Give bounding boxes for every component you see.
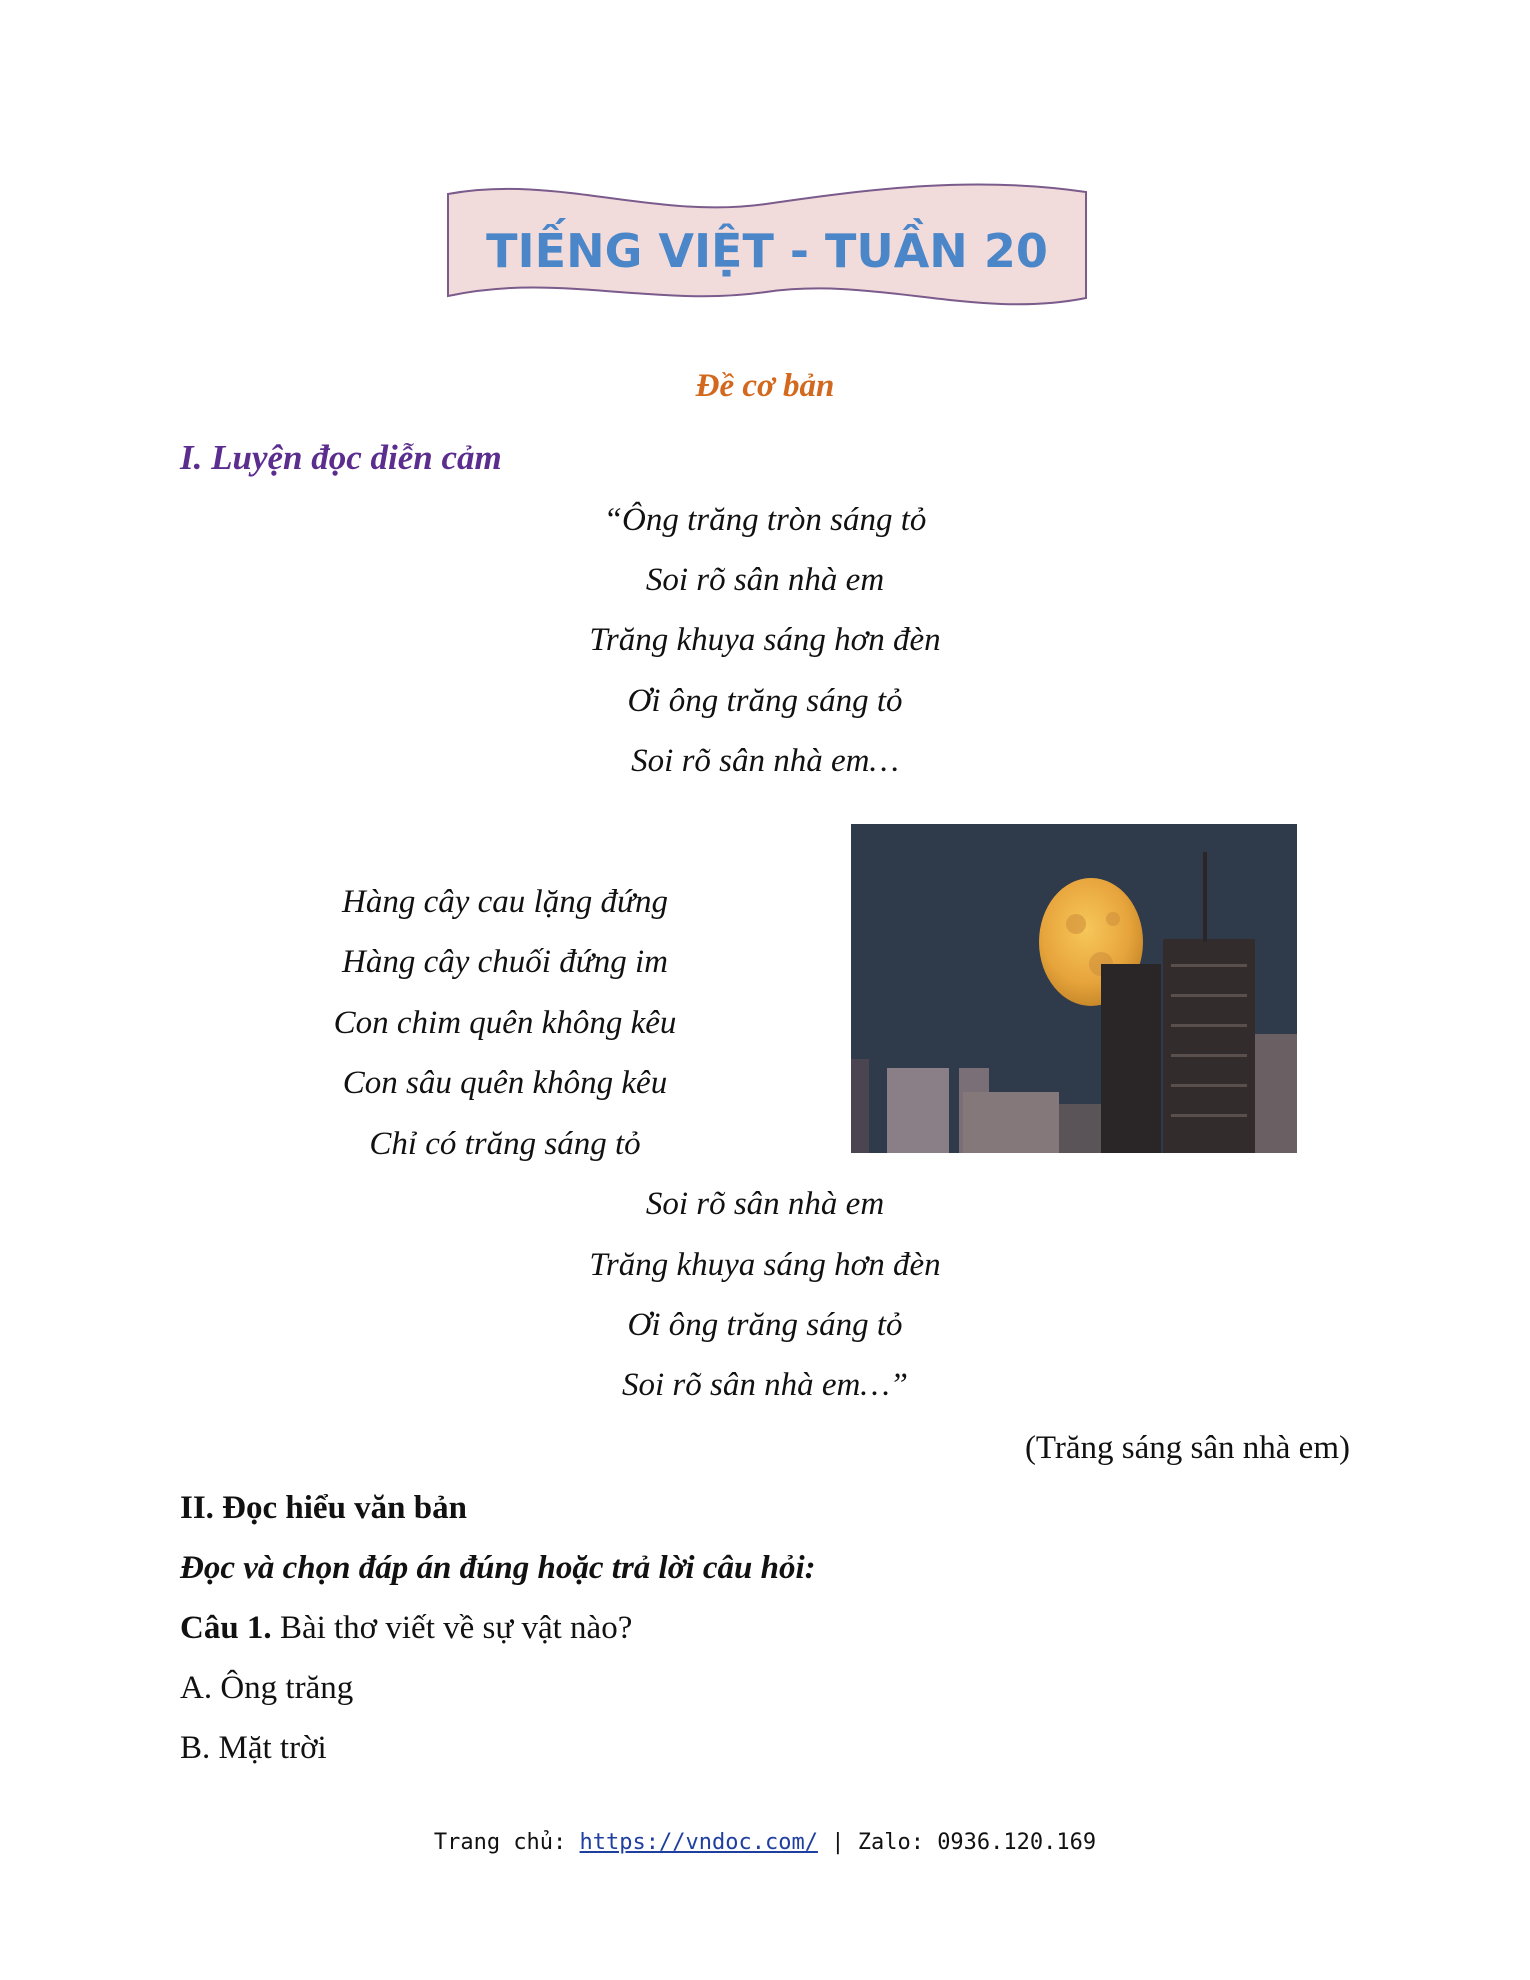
poem-line: Con chim quên không kêu — [333, 1005, 677, 1041]
title-banner — [446, 180, 1088, 318]
poem-line: Soi rõ sân nhà em — [645, 562, 885, 598]
question-text: Bài thơ viết về sự vật nào? — [271, 1610, 633, 1646]
poem-line: Ơi ông trăng sáng tỏ — [627, 1307, 903, 1343]
section-2-heading: II. Đọc hiểu văn bản — [180, 1490, 467, 1526]
footer-zalo: Zalo: 0936.120.169 — [857, 1830, 1097, 1855]
poem-line: Chỉ có trăng sáng tỏ — [369, 1126, 641, 1162]
poem-line: Soi rõ sân nhà em… — [631, 743, 899, 779]
poem-line: Trăng khuya sáng hơn đèn — [589, 622, 941, 658]
answer-option-a: A. Ông trăng — [180, 1670, 354, 1706]
footer-prefix: Trang chủ: — [433, 1830, 580, 1855]
question-1 — [180, 1610, 632, 1647]
poem-line: Soi rõ sân nhà em…” — [621, 1367, 909, 1403]
poem-line: “Ông trăng tròn sáng tỏ — [603, 502, 927, 538]
instruction: Đọc và chọn đáp án đúng hoặc trả lời câu hỏi: — [180, 1550, 816, 1586]
footer-separator: | — [817, 1830, 858, 1855]
question-label: Câu 1. — [180, 1610, 272, 1646]
section-1-heading: I. Luyện đọc diễn cảm — [180, 438, 502, 477]
poem-line: Soi rõ sân nhà em — [645, 1186, 885, 1222]
moon-city-photo — [851, 824, 1297, 1153]
poem-citation: (Trăng sáng sân nhà em) — [1024, 1430, 1350, 1466]
poem-line: Hàng cây cau lặng đứng — [342, 884, 668, 920]
page-title: TIẾNG VIỆT - TUẦN 20 — [486, 224, 1048, 278]
poem-line: Hàng cây chuối đứng im — [342, 944, 668, 980]
homepage-link[interactable]: https://vndoc.com/ — [579, 1830, 818, 1855]
page-footer — [0, 1830, 1530, 1855]
subtitle: Đề cơ bản — [695, 368, 835, 404]
poem-line: Con sâu quên không kêu — [342, 1065, 668, 1101]
poem-line: Ơi ông trăng sáng tỏ — [627, 683, 903, 719]
answer-option-b: B. Mặt trời — [180, 1730, 327, 1766]
poem-line: Trăng khuya sáng hơn đèn — [589, 1247, 941, 1283]
